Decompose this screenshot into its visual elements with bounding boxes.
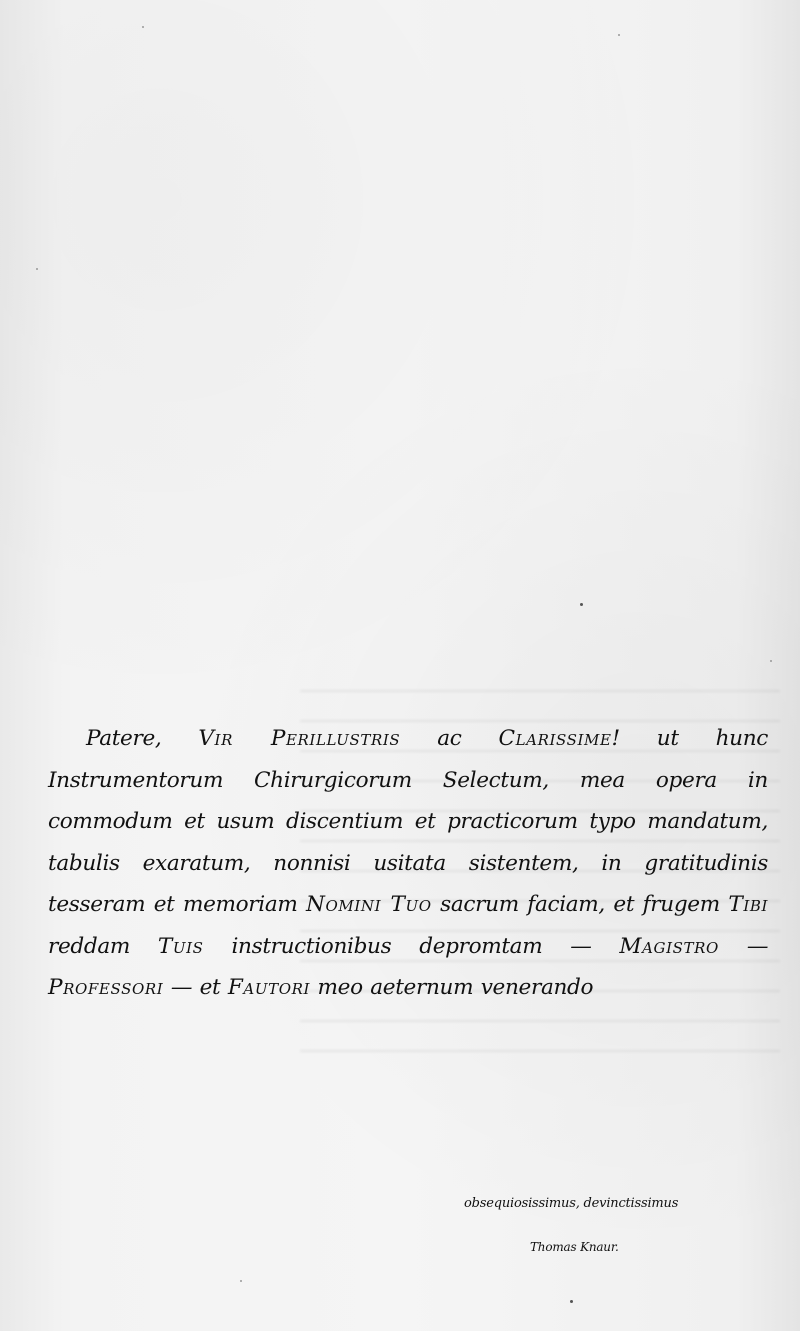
dedication-text: Patere, xyxy=(86,726,162,751)
dedication-text: instructionibus depromtam — xyxy=(231,933,592,959)
paper-speck xyxy=(240,1280,242,1282)
dedication-text: ac xyxy=(437,726,462,751)
dedication-smallcaps: Fautori xyxy=(227,975,311,1000)
signature: Thomas Knaur. xyxy=(530,1240,619,1254)
dedication-text: sacrum faciam, et frugem xyxy=(440,892,720,917)
closing-phrase: obsequiosissimus, devinctissimus xyxy=(464,1196,679,1211)
paper-speck xyxy=(580,603,583,606)
dedication-text: — xyxy=(746,933,769,959)
paper-speck xyxy=(570,1300,573,1303)
dedication-smallcaps: Nomini Tuo xyxy=(305,892,432,917)
dedication-smallcaps: Tibi xyxy=(728,892,769,917)
dedication-smallcaps: Magistro xyxy=(619,933,719,959)
paper-speck xyxy=(36,268,38,270)
paper-speck xyxy=(770,660,772,662)
dedication-smallcaps: Clarissime xyxy=(498,726,612,751)
paper-speck xyxy=(142,26,144,28)
dedication-text: reddam xyxy=(48,933,130,959)
dedication-text: — et xyxy=(170,975,221,1000)
dedication-text: meo aeternum venerando xyxy=(317,975,594,1000)
dedication-smallcaps: Vir Perillustris xyxy=(198,726,401,751)
paper-speck xyxy=(618,34,620,36)
dedication-paragraph xyxy=(48,718,768,1009)
dedication-text: ! ut hunc Instrumentorum Chirurgicorum Selectum, mea opera in commodum et usum discentium et practicorum typo mandatum, tabulis exaratum, nonnisi usitata sistentem, in gratitudinis tesseram et memoriam xyxy=(48,726,769,917)
dedication-smallcaps: Professori xyxy=(48,975,164,1000)
dedication-smallcaps: Tuis xyxy=(157,933,204,959)
